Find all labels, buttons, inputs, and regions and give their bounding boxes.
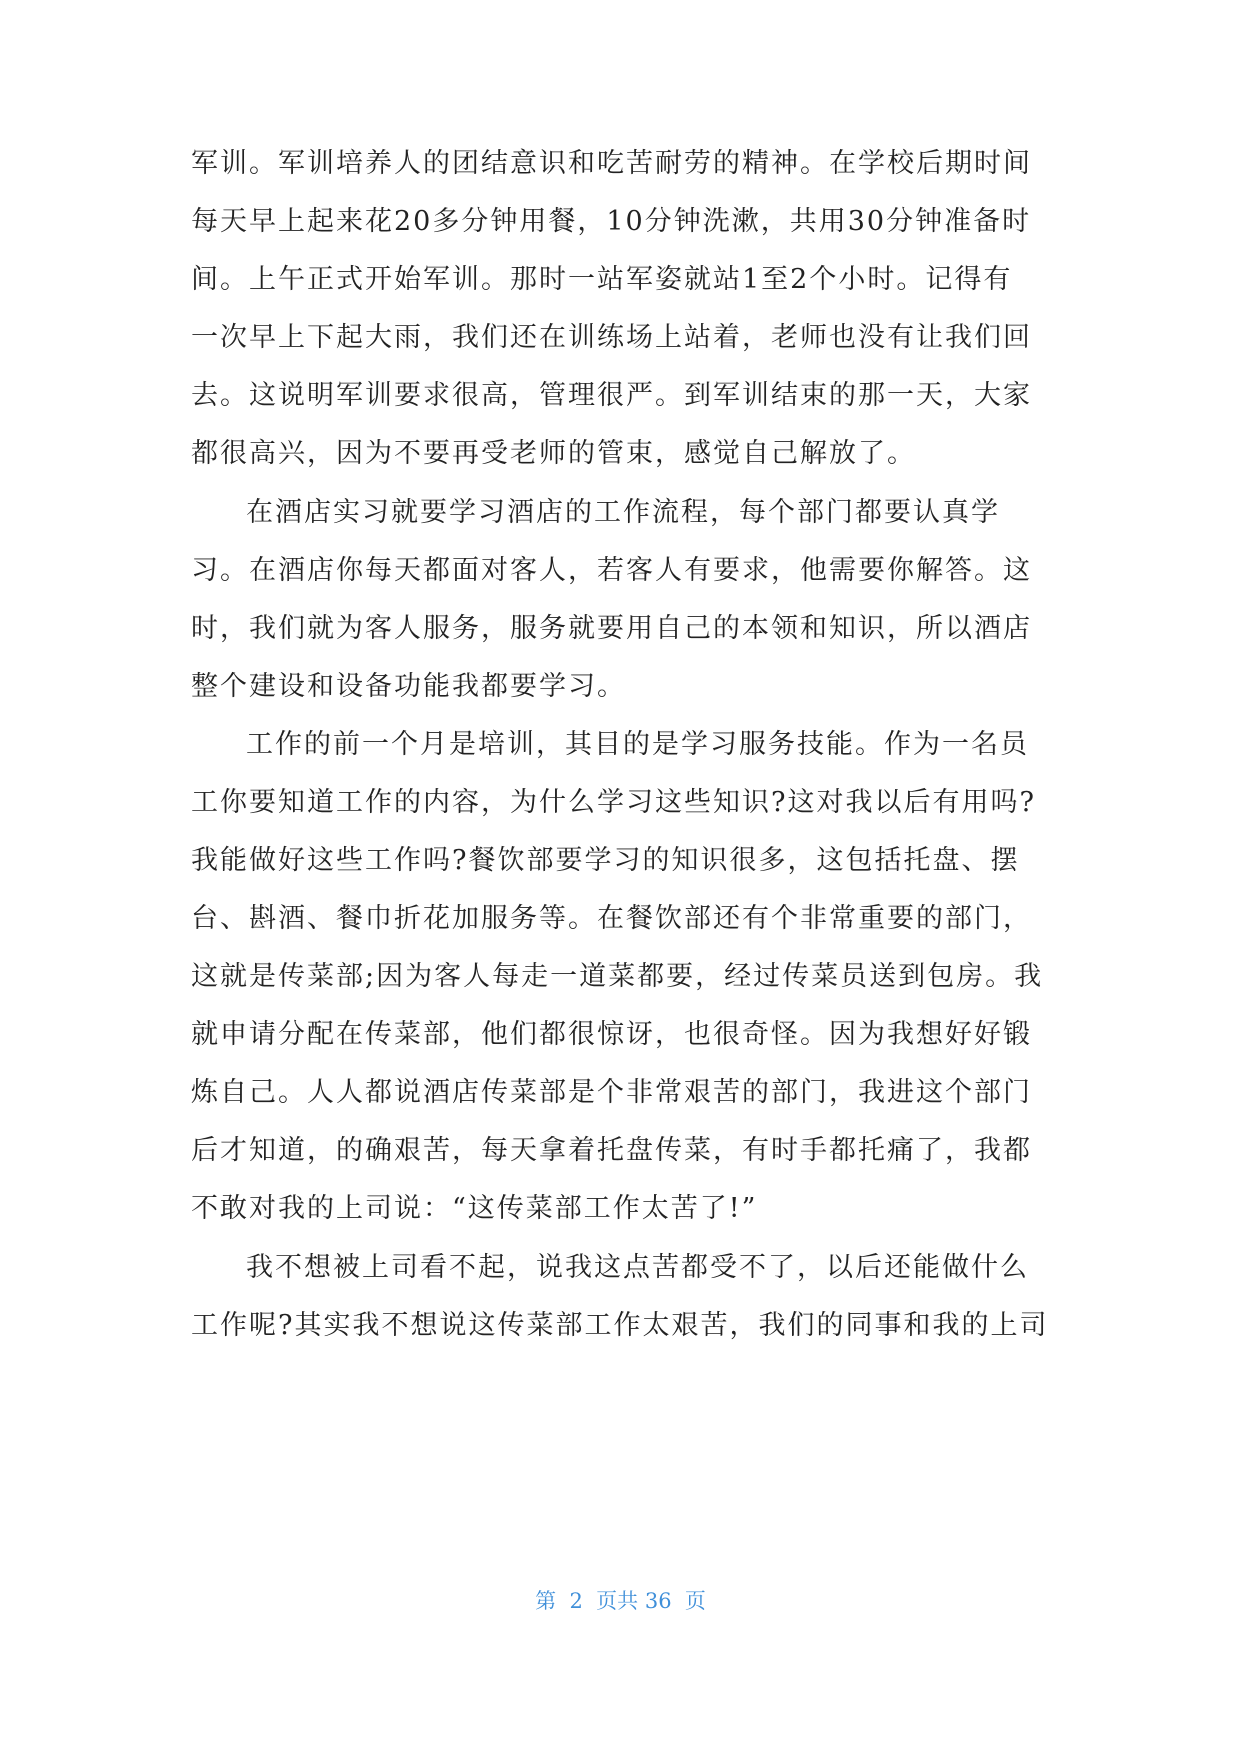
- text-line: 后才知道，的确艰苦，每天拿着托盘传菜，有时手都托痛了，我都: [191, 1135, 1032, 1166]
- text-line: 工作的前一个月是培训，其目的是学习服务技能。作为一名员: [246, 729, 1029, 760]
- text-line: 就申请分配在传菜部，他们都很惊讶，也很奇怪。因为我想好好锻: [191, 1019, 1032, 1050]
- text-line: 炼自己。人人都说酒店传菜部是个非常艰苦的部门，我进这个部门: [191, 1077, 1032, 1108]
- text-line: 军训。军训培养人的团结意识和吃苦耐劳的精神。在学校后期时间: [191, 148, 1032, 179]
- text-line: 在酒店实习就要学习酒店的工作流程，每个部门都要认真学: [246, 497, 1000, 528]
- text-line: 台、斟酒、餐巾折花加服务等。在餐饮部还有个非常重要的部门，: [191, 903, 1032, 934]
- text-line: 工你要知道工作的内容，为什么学习这些知识?这对我以后有用吗?: [191, 787, 1036, 818]
- text-line: 去。这说明军训要求很高，管理很严。到军训结束的那一天，大家: [191, 380, 1032, 411]
- page-number-footer: 第 2 页共 36 页: [535, 1589, 706, 1613]
- text-line: 工作呢?其实我不想说这传菜部工作太艰苦，我们的同事和我的上司: [191, 1310, 1049, 1341]
- text-line: 不敢对我的上司说：“这传菜部工作太苦了!”: [191, 1193, 758, 1224]
- text-line: 时，我们就为客人服务，服务就要用自己的本领和知识，所以酒店: [191, 613, 1032, 644]
- text-line: 习。在酒店你每天都面对客人，若客人有要求，他需要你解答。这: [191, 555, 1032, 586]
- text-line: 我能做好这些工作吗?餐饮部要学习的知识很多，这包括托盘、摆: [191, 845, 1020, 876]
- text-line: 间。上午正式开始军训。那时一站军姿就站1至2个小时。记得有: [191, 264, 1013, 295]
- text-line: 一次早上下起大雨，我们还在训练场上站着，老师也没有让我们回: [191, 322, 1032, 353]
- text-line: 都很高兴，因为不要再受老师的管束，感觉自己解放了。: [191, 438, 916, 469]
- text-line: 我不想被上司看不起，说我这点苦都受不了，以后还能做什么: [246, 1252, 1029, 1283]
- text-line: 整个建设和设备功能我都要学习。: [191, 671, 626, 702]
- text-line: 这就是传菜部;因为客人每走一道菜都要，经过传菜员送到包房。我: [191, 961, 1044, 992]
- text-line: 每天早上起来花20多分钟用餐，10分钟洗漱，共用30分钟准备时: [191, 206, 1032, 237]
